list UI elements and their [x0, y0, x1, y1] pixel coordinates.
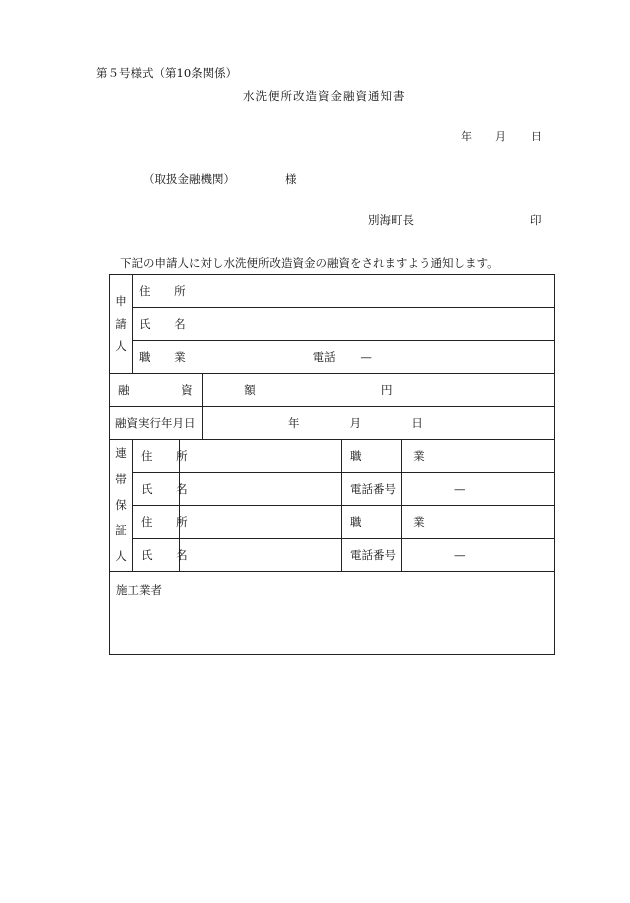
guarantor2-phone-dash: — — [454, 548, 466, 562]
applicant-address-row — [110, 275, 555, 308]
date-year-label: 年 — [461, 130, 472, 143]
guarantor1-address-cell[interactable] — [180, 440, 342, 473]
honorific-sama: 様 — [285, 172, 297, 186]
loan-amount-label-cell — [110, 374, 280, 407]
loan-notice-table — [109, 274, 555, 655]
guarantor1-phone-label: 電話番号 — [350, 482, 396, 496]
guarantor1-name-label-cell — [133, 473, 198, 506]
guarantor2-address-cell[interactable] — [180, 506, 342, 539]
applicant-job-row — [110, 341, 555, 374]
guarantor1-phone-cell[interactable] — [402, 473, 555, 506]
applicant-phone-dash: — — [360, 350, 372, 364]
guarantor2-name-row — [110, 539, 555, 572]
loan-date-cell[interactable] — [203, 407, 555, 440]
applicant-name-cell[interactable] — [133, 308, 555, 341]
applicant-name-row — [110, 308, 555, 341]
loan-date-label: 融資実行年月日 — [115, 416, 196, 430]
date-day-label: 日 — [531, 130, 542, 143]
loan-month-label: 月 — [349, 416, 362, 430]
loan-date-label-cell — [110, 407, 203, 440]
loan-date-row — [110, 407, 555, 440]
guarantor2-job-label-cell — [342, 506, 449, 539]
guarantor1-job-label-cell — [342, 440, 449, 473]
guarantor2-name-label-cell — [133, 539, 198, 572]
applicant-address-cell[interactable] — [133, 275, 555, 308]
guarantor2-address-row — [110, 506, 555, 539]
guarantor-side-label: 連 帯 保 証 人 — [110, 440, 133, 572]
guarantor1-address-label: 住 所 — [141, 449, 198, 463]
guarantor2-address-label: 住 所 — [141, 515, 198, 529]
guarantor1-job-label: 職 業 — [350, 449, 449, 463]
intro-text: 下記の申請人に対し水洗便所改造資金の融資をされますよう通知します。 — [120, 256, 499, 270]
guarantor1-phone-dash: — — [454, 482, 466, 496]
financial-institution-label: （取扱金融機関） — [143, 172, 235, 186]
guarantor2-phone-label-cell — [342, 539, 402, 572]
guarantor1-name-row — [110, 473, 555, 506]
guarantor1-address-label-cell — [133, 440, 198, 473]
loan-day-label: 日 — [411, 416, 423, 430]
date-month-label: 月 — [495, 130, 506, 143]
loan-amount-row — [110, 374, 555, 407]
contractor-row — [110, 572, 555, 655]
guarantor1-phone-label-cell — [342, 473, 402, 506]
guarantor2-job-label: 職 業 — [350, 515, 449, 529]
applicant-job-cell[interactable] — [133, 341, 555, 374]
guarantor1-name-cell[interactable] — [180, 473, 342, 506]
document-title: 水洗便所改造資金融資通知書 — [243, 89, 406, 103]
guarantor2-phone-label: 電話番号 — [350, 548, 396, 562]
contractor-label: 施工業者 — [116, 583, 162, 597]
yen-label: 円 — [381, 383, 393, 397]
applicant-phone-label: 電話 — [312, 350, 336, 364]
applicant-address-label: 住 所 — [139, 284, 196, 298]
guarantor2-address-label-cell — [133, 506, 198, 539]
form-number: 第５号様式（第10条関係） — [96, 66, 238, 80]
guarantor2-name-cell[interactable] — [180, 539, 342, 572]
applicant-name-label: 氏 名 — [139, 317, 196, 331]
seal-label: 印 — [530, 213, 542, 227]
contractor-cell[interactable] — [110, 572, 555, 655]
guarantor2-name-label: 氏 名 — [141, 548, 198, 562]
loan-year-label: 年 — [288, 416, 300, 430]
guarantor1-address-row — [110, 440, 555, 473]
applicant-job-label: 職 業 — [139, 350, 196, 364]
guarantor1-name-label: 氏 名 — [141, 482, 198, 496]
applicant-side-label: 申 請 人 — [110, 275, 133, 374]
loan-amount-label: 融 資 額 — [118, 383, 280, 397]
guarantor2-phone-cell[interactable] — [402, 539, 555, 572]
mayor-label: 別海町長 — [368, 213, 414, 227]
